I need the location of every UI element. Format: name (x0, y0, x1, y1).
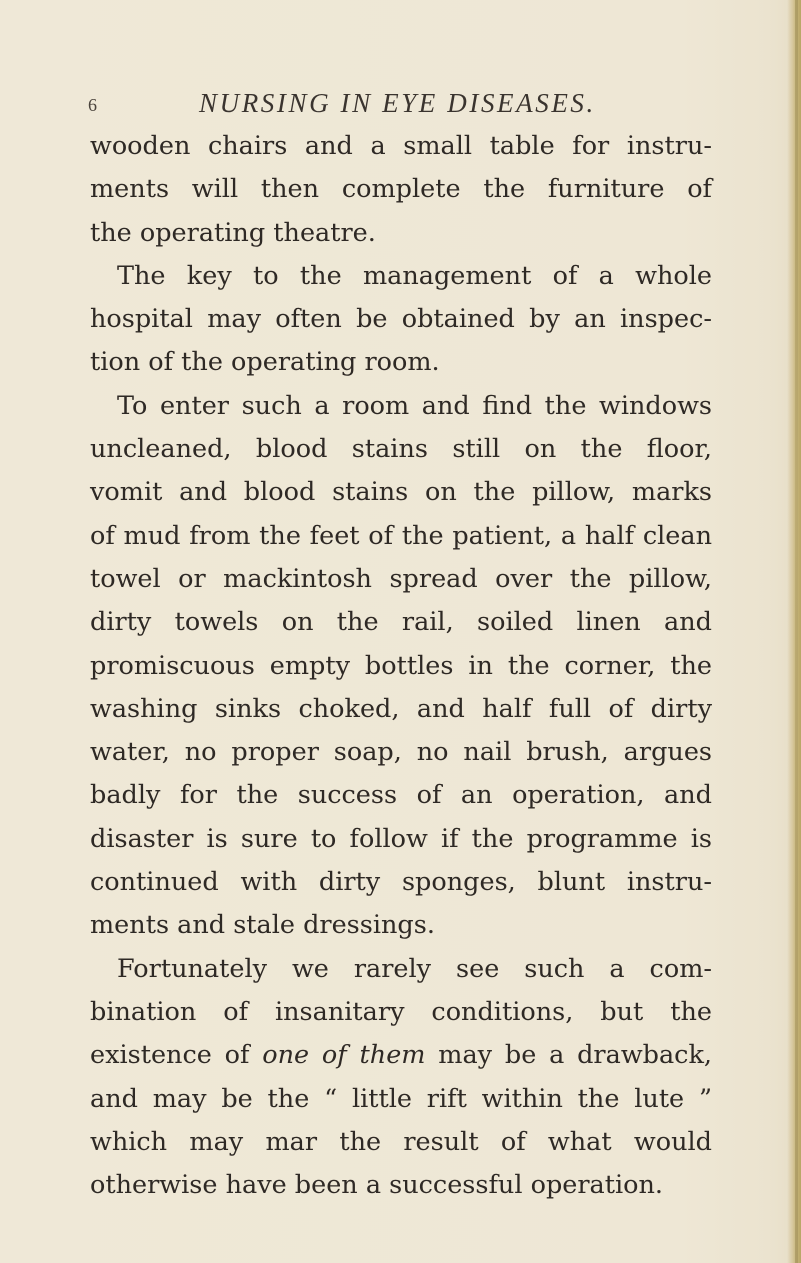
italic-phrase: one of them (262, 1040, 426, 1071)
text-segment: existence of (90, 1040, 250, 1071)
text-line: of mud from the feet of the patient, a half clean (90, 520, 712, 551)
text-line: otherwise have been a successful operation. (90, 1170, 664, 1201)
text-line: hospital may often be obtained by an inspec- (90, 304, 712, 335)
paragraph-start-line: The key to the management of a whole (117, 260, 712, 291)
running-title: NURSING IN EYE DISEASES. (199, 88, 596, 118)
text-line: and may be the “ little rift within the lute ” (90, 1083, 712, 1114)
text-line: bination of insanitary conditions, but the (90, 996, 712, 1027)
text-line-with-italic (90, 1034, 712, 1077)
text-line: the operating theatre. (90, 217, 376, 248)
text-line: towel or mackintosh spread over the pillow, (90, 563, 712, 594)
page-header (88, 88, 788, 122)
body-text (90, 125, 712, 1207)
paragraph-start-line: To enter such a room and find the windows (117, 390, 712, 421)
text-line: wooden chairs and a small table for instru- (90, 131, 712, 161)
text-line: uncleaned, blood stains still on the floor, (90, 434, 712, 465)
page-binding-edge (795, 0, 798, 1263)
text-segment: may be a drawback, (438, 1040, 713, 1071)
text-line: ments will then complete the furniture of (90, 174, 712, 205)
page-edge-shadow (787, 0, 801, 1263)
text-line: ments and stale dressings. (90, 910, 435, 941)
text-line: water, no proper soap, no nail brush, argues (90, 737, 712, 768)
text-line: tion of the operating room. (90, 347, 440, 378)
text-line: washing sinks choked, and half full of dirty (90, 693, 712, 724)
text-line: badly for the success of an operation, and (90, 780, 712, 811)
text-line: continued with dirty sponges, blunt instru- (90, 867, 712, 898)
text-line: promiscuous empty bottles in the corner, the (90, 650, 712, 681)
paragraph-start-line: Fortunately we rarely see such a com- (117, 953, 712, 984)
text-line: dirty towels on the rail, soiled linen and (90, 607, 712, 638)
text-line: disaster is sure to follow if the programme is (90, 823, 712, 854)
text-line: which may mar the result of what would (90, 1126, 712, 1157)
page-number: 6 (88, 95, 97, 115)
text-line: vomit and blood stains on the pillow, marks (90, 477, 712, 508)
